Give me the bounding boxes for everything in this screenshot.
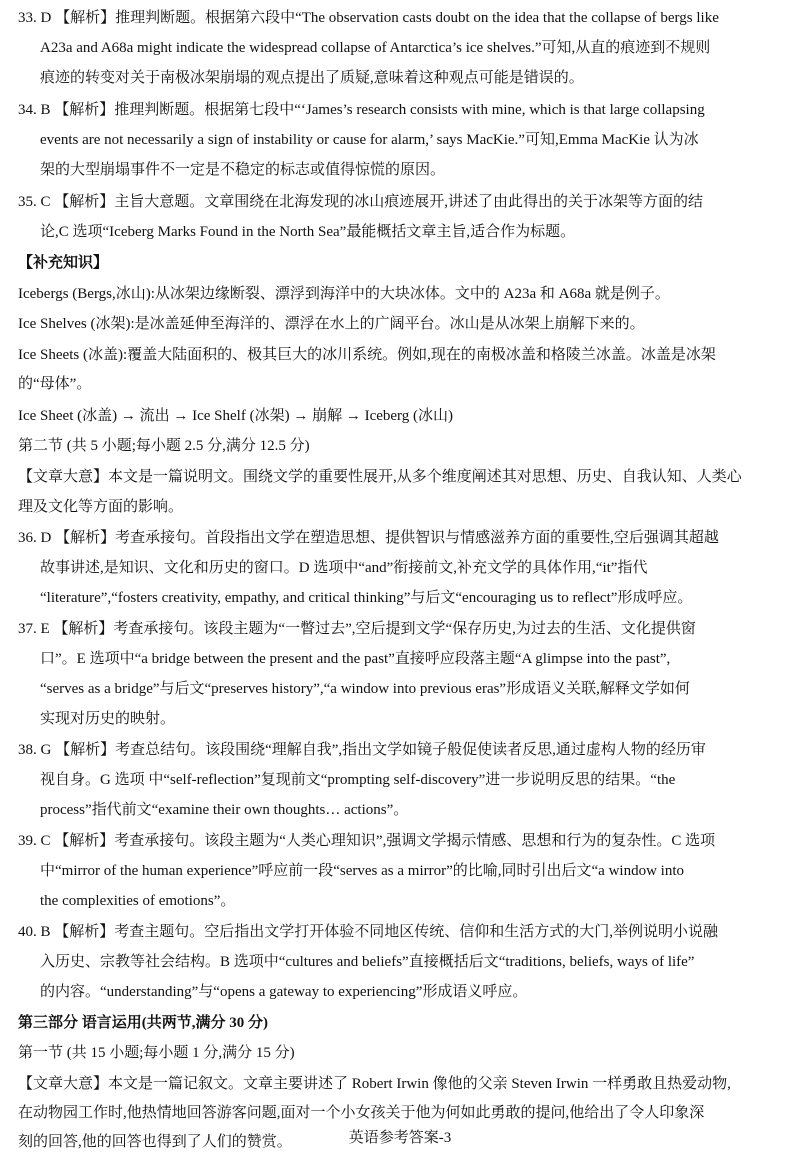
text-line: 理及文化等方面的影响。 (18, 499, 184, 515)
text-line: 痕迹的转变对关于南极冰架崩塌的观点提出了质疑,意味着这种观点可能是错误的。 (40, 70, 584, 86)
text-line: 34. B 【解析】推理判断题。根据第七段中“‘James’s research consists with mine, which is that large collapsing (18, 102, 705, 118)
text-line: 第二节 (共 5 小题;每小题 2.5 分,满分 12.5 分) (18, 438, 310, 454)
text-line: 的“母体”。 (18, 376, 92, 392)
text-line: 中“mirror of the human experience”呼应前一段“serves as a mirror”的比喻,同时引出后文“a window into (40, 863, 684, 879)
text-line: 35. C 【解析】主旨大意题。文章围绕在北海发现的冰山痕迹展开,讲述了由此得出的关于冰架等方面的结 (18, 194, 704, 210)
text-line: 口”。E 选项中“a bridge between the present and the past”直接呼应段落主题“A glimpse into the past”, (40, 651, 671, 667)
text-line: Ice Sheets (冰盖):覆盖大陆面积的、极其巨大的冰川系统。例如,现在的南极冰盖和格陵兰冰盖。冰盖是冰架 (18, 347, 716, 363)
page-footer: 英语参考答案-3 (348, 1130, 452, 1146)
text-line: 刻的回答,他的回答也得到了人们的赞赏。 (18, 1134, 292, 1150)
text-line: 视自身。G 选项 中“self-reflection”复现前文“prompting self-discovery”进一步说明反思的结果。“the (40, 772, 676, 788)
text-line: A23a and A68a might indicate the widespread collapse of Antarctica’s ice shelves.”可知,从直的痕迹到不规则 (40, 40, 711, 56)
text-line: 入历史、宗教等社会结构。B 选项中“cultures and beliefs”直接概括后文“traditions, beliefs, ways of life” (40, 954, 695, 970)
text-line: Ice Shelves (冰架):是冰盖延伸至海洋的、漂浮在水上的广阔平台。冰山是从冰架上崩解下来的。 (18, 316, 645, 332)
text-line: 【文章大意】本文是一篇说明文。围绕文学的重要性展开,从多个维度阐述其对思想、历史、自我认知、人类心 (18, 469, 742, 485)
text-line: the complexities of emotions”。 (40, 893, 236, 909)
text-line: “serves as a bridge”与后文“preserves history”,“a window into previous eras”形成语义关联,解释文学如何 (40, 681, 690, 697)
text-line: 36. D 【解析】考查承接句。首段指出文学在塑造思想、提供智识与情感滋养方面的重要性,空后强调其超越 (18, 530, 719, 546)
text-line: 【补充知识】 (18, 255, 109, 271)
text-line: 故事讲述,是知识、文化和历史的窗口。D 选项中“and”衔接前文,补充文学的具体作用,“it”指代 (40, 560, 648, 576)
text-line: 33. D 【解析】推理判断题。根据第六段中“The observation casts doubt on the idea that the collapse of bergs like (18, 10, 719, 26)
text-line: Ice Sheet (冰盖) → 流出 → Ice Shelf (冰架) → 崩解 → Iceberg (冰山) (18, 408, 454, 424)
text-line: 在动物园工作时,他热情地回答游客问题,面对一个小女孩关于他为何如此勇敢的提问,他给出了令人印象深 (18, 1105, 705, 1121)
text-line: 实现对历史的映射。 (40, 711, 176, 727)
text-line: 39. C 【解析】考查承接句。该段主题为“人类心理知识”,强调文学揭示情感、思想和行为的复杂性。C 选项 (18, 833, 716, 849)
text-line: 的内容。“understanding”与“opens a gateway to experiencing”形成语义呼应。 (40, 984, 528, 1000)
text-line: 40. B 【解析】考查主题句。空后指出文学打开体验不同地区传统、信仰和生活方式的大门,举例说明小说融 (18, 924, 719, 940)
text-line: 架的大型崩塌事件不一定是不稳定的标志或值得惊慌的原因。 (40, 162, 446, 178)
text-line: 【文章大意】本文是一篇记叙文。文章主要讲述了 Robert Irwin 像他的父亲 Steven Irwin 一样勇敢且热爱动物, (18, 1076, 731, 1092)
text-line: events are not necessarily a sign of instability or cause for alarm,’ says MacKie.”可知,Emma MacKie 认为冰 (40, 132, 699, 148)
text-line: 第三部分 语言运用(共两节,满分 30 分) (18, 1015, 268, 1031)
text-line: 38. G 【解析】考查总结句。该段围绕“理解自我”,指出文学如镜子般促使读者反思,通过虚构人物的经历审 (18, 742, 706, 758)
text-line: 第一节 (共 15 小题;每小题 1 分,满分 15 分) (18, 1045, 295, 1061)
text-line: 论,C 选项“Iceberg Marks Found in the North Sea”最能概括文章主旨,适合作为标题。 (40, 224, 576, 240)
text-line: 37. E 【解析】考查承接句。该段主题为“一瞥过去”,空后提到文学“保存历史,为过去的生活、文化提供窗 (18, 621, 696, 637)
text-line: Icebergs (Bergs,冰山):从冰架边缘断裂、漂浮到海洋中的大块冰体。文中的 A23a 和 A68a 就是例子。 (18, 286, 670, 302)
text-line: process”指代前文“examine their own thoughts… actions”。 (40, 802, 409, 818)
text-line: “literature”,“fosters creativity, empathy, and critical thinking”与后文“encouraging us to reflect”形成呼应。 (40, 590, 693, 606)
